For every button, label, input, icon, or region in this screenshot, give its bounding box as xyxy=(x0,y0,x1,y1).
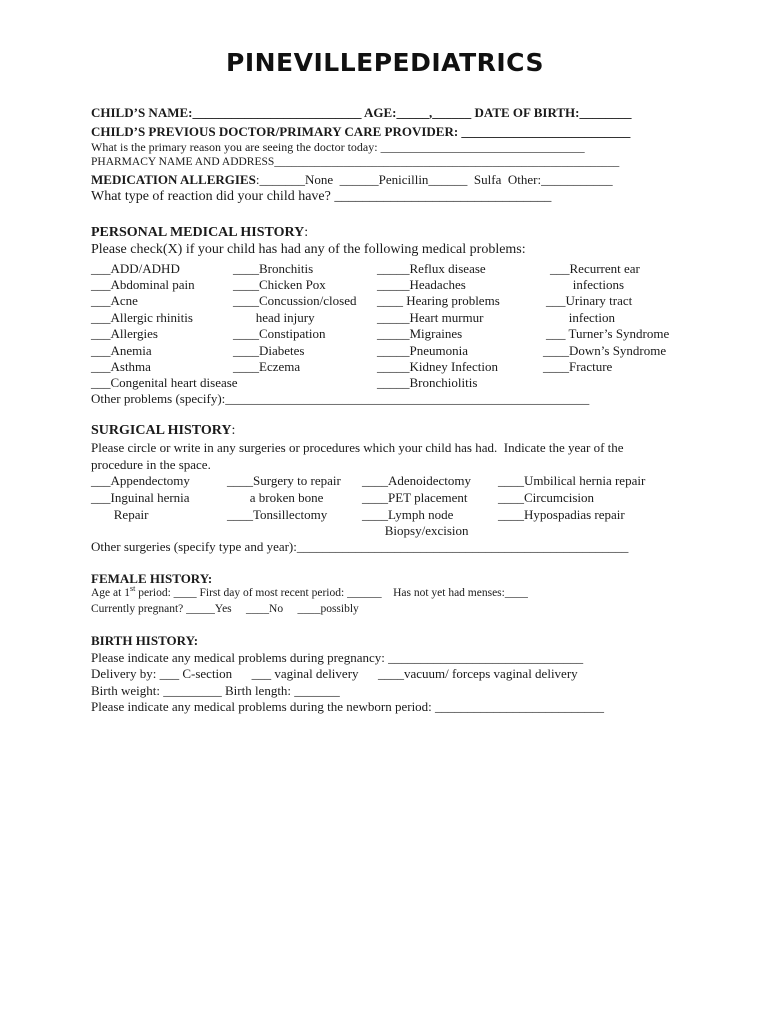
checkbox-item[interactable]: ___Allergies xyxy=(91,326,158,341)
checkbox-item[interactable]: ___Urinary tract xyxy=(546,293,633,308)
checkbox-item[interactable]: ____Bronchitis xyxy=(233,261,314,276)
checkbox-item-continuation: infections xyxy=(550,277,625,292)
checkbox-item[interactable]: ____Constipation xyxy=(233,326,326,341)
surgical-instruction-1: Please circle or write in any surgeries or procedures which your child has had. Indicate the year of the xyxy=(91,440,624,455)
menses-line[interactable] xyxy=(91,584,528,600)
checkbox-item[interactable]: ____Diabetes xyxy=(233,343,305,358)
checkbox-item[interactable]: ___Allergic rhinitis xyxy=(91,310,193,325)
surgical-history-title: SURGICAL HISTORY xyxy=(91,423,232,438)
checkbox-item[interactable]: _____Reflux disease xyxy=(377,261,486,276)
pregnancy-line[interactable]: Currently pregnant? _____Yes ____No ____possibly xyxy=(91,603,359,615)
procedure-item[interactable]: ____Circumcision xyxy=(498,490,595,505)
birth-history-heading: BIRTH HISTORY: xyxy=(91,633,199,648)
birth-measurements-line[interactable]: Birth weight: _________ Birth length: _______ xyxy=(91,683,340,698)
checkbox-item-continuation: infection xyxy=(546,310,615,325)
checkbox-item[interactable]: _____Kidney Infection xyxy=(377,359,498,374)
other-surgeries-line[interactable]: Other surgeries (specify type and year):___________________________________________________ xyxy=(91,539,629,554)
personal-history-title: PERSONAL MEDICAL HISTORY xyxy=(91,225,305,240)
surgical-history-heading xyxy=(91,424,235,438)
checkbox-item[interactable]: _____Headaches xyxy=(377,277,466,292)
procedure-item[interactable]: ____Tonsillectomy xyxy=(227,507,328,522)
personal-history-heading xyxy=(91,226,308,240)
checkbox-item[interactable]: ___Acne xyxy=(91,293,138,308)
checkbox-item[interactable]: ___Abdominal pain xyxy=(91,277,195,292)
checkbox-item[interactable]: ____ Hearing problems xyxy=(377,293,500,308)
surgical-instruction-2: procedure in the space. xyxy=(91,457,211,472)
primary-reason-line[interactable]: What is the primary reason you are seeing the doctor today: __________________________________ xyxy=(91,140,585,154)
checkbox-item[interactable]: ___Asthma xyxy=(91,359,151,374)
checkbox-item[interactable]: ____Eczema xyxy=(233,359,301,374)
procedure-item[interactable]: ___Inguinal hernia xyxy=(91,490,190,505)
medication-allergies-line[interactable] xyxy=(91,173,613,186)
procedure-item[interactable]: ___Appendectomy xyxy=(91,473,190,488)
other-problems-line[interactable]: Other problems (specify):________________________________________________________ xyxy=(91,391,590,406)
surgical-history-colon: : xyxy=(231,423,236,438)
female-history-heading: FEMALE HISTORY: xyxy=(91,571,213,586)
procedure-item[interactable]: ____PET placement xyxy=(362,490,468,505)
procedure-item-continuation: Biopsy/excision xyxy=(362,523,469,538)
checkbox-item[interactable]: ___Anemia xyxy=(91,343,152,358)
menses-age-prefix: Age at 1 xyxy=(91,587,130,599)
checkbox-item[interactable]: ___ Turner’s Syndrome xyxy=(546,326,670,341)
medication-allergies-options: :_______None ______Penicillin______ Sulfa Other:___________ xyxy=(255,172,613,187)
checkbox-item[interactable]: ___Congenital heart disease xyxy=(91,375,238,390)
checkbox-item[interactable]: ___Recurrent ear xyxy=(550,261,640,276)
procedure-item-continuation: a broken bone xyxy=(227,490,324,505)
checkbox-item[interactable]: ____Down’s Syndrome xyxy=(543,343,667,358)
checkbox-item[interactable]: ____Fracture xyxy=(543,359,613,374)
medication-allergies-label: MEDICATION ALLERGIES xyxy=(91,172,256,187)
procedure-item[interactable]: ____Umbilical hernia repair xyxy=(498,473,646,488)
checkbox-item[interactable]: ____Concussion/closed xyxy=(233,293,357,308)
child-name-age-dob-line[interactable]: CHILD’S NAME:__________________________ AGE:_____,______ DATE OF BIRTH:________ xyxy=(91,105,632,120)
checkbox-item[interactable]: ___ADD/ADHD xyxy=(91,261,180,276)
form-title: PINEVILLEPEDIATRICS xyxy=(226,48,544,77)
procedure-item-continuation: Repair xyxy=(91,507,149,522)
procedure-item[interactable]: ____Surgery to repair xyxy=(227,473,341,488)
checkbox-item[interactable]: _____Migraines xyxy=(377,326,463,341)
menses-age-rest: period: ____ First day of most recent period: ______ Has not yet had menses:____ xyxy=(135,587,528,599)
checkbox-item[interactable]: _____Heart murmur xyxy=(377,310,484,325)
checkbox-item[interactable]: _____Bronchiolitis xyxy=(377,375,478,390)
procedure-item[interactable]: ____Lymph node xyxy=(362,507,454,522)
checkbox-item[interactable]: _____Pneumonia xyxy=(377,343,468,358)
newborn-problems-line[interactable]: Please indicate any medical problems during the newborn period: __________________________ xyxy=(91,699,605,714)
personal-history-instruction: Please check(X) if your child has had any of the following medical problems: xyxy=(91,242,526,257)
procedure-item[interactable]: ____Hypospadias repair xyxy=(498,507,625,522)
pregnancy-problems-line[interactable]: Please indicate any medical problems during pregnancy: ______________________________ xyxy=(91,650,584,665)
previous-doctor-line[interactable]: CHILD’S PREVIOUS DOCTOR/PRIMARY CARE PROVIDER: __________________________ xyxy=(91,124,631,139)
procedure-item[interactable]: ____Adenoidectomy xyxy=(362,473,472,488)
checkbox-item-continuation: head injury xyxy=(233,310,315,325)
pharmacy-line[interactable]: PHARMACY NAME AND ADDRESS____________________________________________________________ xyxy=(91,156,620,168)
menses-age-sup: st xyxy=(129,584,136,594)
reaction-line[interactable]: What type of reaction did your child have? _______________________________ xyxy=(91,189,552,204)
personal-history-colon: : xyxy=(304,225,309,240)
checkbox-item[interactable]: ____Chicken Pox xyxy=(233,277,326,292)
delivery-line[interactable]: Delivery by: ___ C-section ___ vaginal delivery ____vacuum/ forceps vaginal delivery xyxy=(91,666,578,681)
